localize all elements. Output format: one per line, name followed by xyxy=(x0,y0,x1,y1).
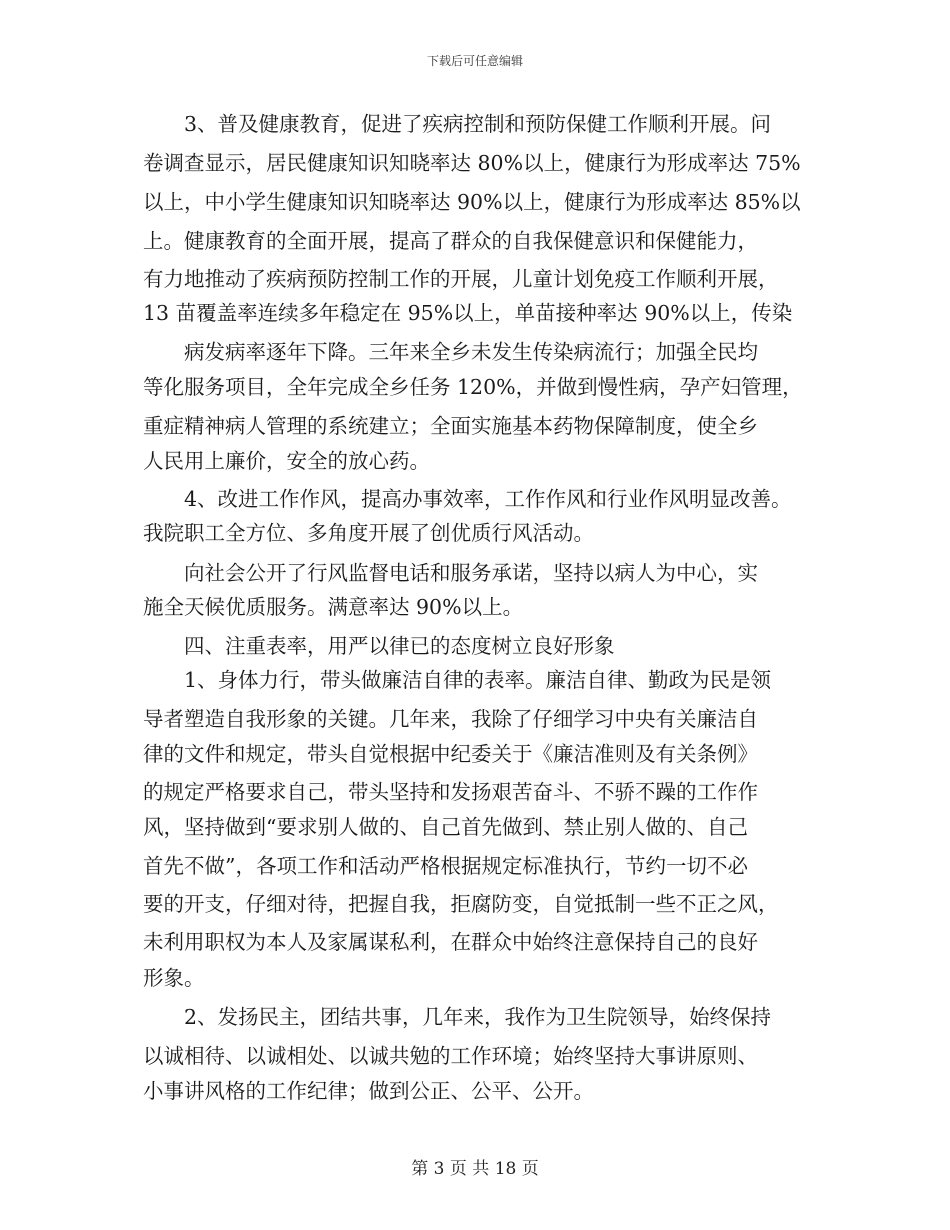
section-heading: 四、注重表率，用严以律已的态度树立良好形象 xyxy=(184,634,615,658)
text-line: 1、身体力行，带头做廉洁自律的表率。廉洁自律、勤政为民是领 xyxy=(184,668,772,692)
text-line: 未利用职权为本人及家属谋私利，在群众中始终注意保持自己的良好 xyxy=(143,930,758,954)
text-line: 向社会公开了行风监督电话和服务承诺，坚持以病人为中心，实 xyxy=(184,561,758,585)
text-line: 上。健康教育的全面开展，提高了群众的自我保健意识和保健能力， xyxy=(143,229,758,253)
text-line: 13 苗覆盖率连续多年稳定在 95%以上，单苗接种率达 90%以上，传染 xyxy=(143,301,793,325)
text-line: 人民用上廉价，安全的放心药。 xyxy=(143,449,430,473)
text-line: 以诚相待、以诚相处、以诚共勉的工作环境；始终坚持大事讲原则、 xyxy=(143,1044,758,1068)
text-line: 首先不做”，各项工作和活动严格根据规定标准执行，节约一切不必 xyxy=(143,854,748,878)
text-line: 等化服务项目，全年完成全乡任务 120%，并做到慢性病，孕产妇管理， xyxy=(143,375,803,399)
text-line: 风，坚持做到“要求别人做的、自己首先做到、禁止别人做的、自己 xyxy=(143,815,748,839)
text-line: 形象。 xyxy=(143,966,205,990)
text-line: 要的开支，仔细对待，把握自我，拒腐防变，自觉抵制一些不正之风， xyxy=(143,892,779,916)
text-line: 小事讲风格的工作纪律；做到公正、公平、公开。 xyxy=(143,1079,594,1103)
text-line: 重症精神病人管理的系统建立；全面实施基本药物保障制度，使全乡 xyxy=(143,414,758,438)
text-line: 律的文件和规定，带头自觉根据中纪委关于《廉洁准则及有关条例》 xyxy=(143,742,758,766)
text-line: 4、改进工作作风，提高办事效率，工作作风和行业作风明显改善。 xyxy=(184,487,792,511)
text-line: 3、普及健康教育，促进了疾病控制和预防保健工作顺利开展。问 xyxy=(184,112,772,136)
text-line: 2、发扬民主，团结共事，几年来，我作为卫生院领导，始终保持 xyxy=(184,1005,772,1029)
page-footer: 第 3 页 共 18 页 xyxy=(411,1159,539,1179)
text-line: 以上，中小学生健康知识知晓率达 90%以上，健康行为形成率达 85%以 xyxy=(143,190,801,214)
text-line: 卷调查显示，居民健康知识知晓率达 80%以上，健康行为形成率达 75% xyxy=(143,151,801,175)
page-header: 下载后可任意编辑 xyxy=(426,54,523,68)
text-line: 我院职工全方位、多角度开展了创优质行风活动。 xyxy=(143,521,594,545)
text-line: 有力地推动了疾病预防控制工作的开展，儿童计划免疫工作顺利开展， xyxy=(143,267,779,291)
text-line: 病发病率逐年下降。三年来全乡未发生传染病流行；加强全民均 xyxy=(184,340,758,364)
text-line: 的规定严格要求自己，带头坚持和发扬艰苦奋斗、不骄不躁的工作作 xyxy=(143,780,758,804)
text-line: 导者塑造自我形象的关键。几年来，我除了仔细学习中央有关廉洁自 xyxy=(143,707,758,731)
text-line: 施全天候优质服务。满意率达 90%以上。 xyxy=(143,595,524,619)
